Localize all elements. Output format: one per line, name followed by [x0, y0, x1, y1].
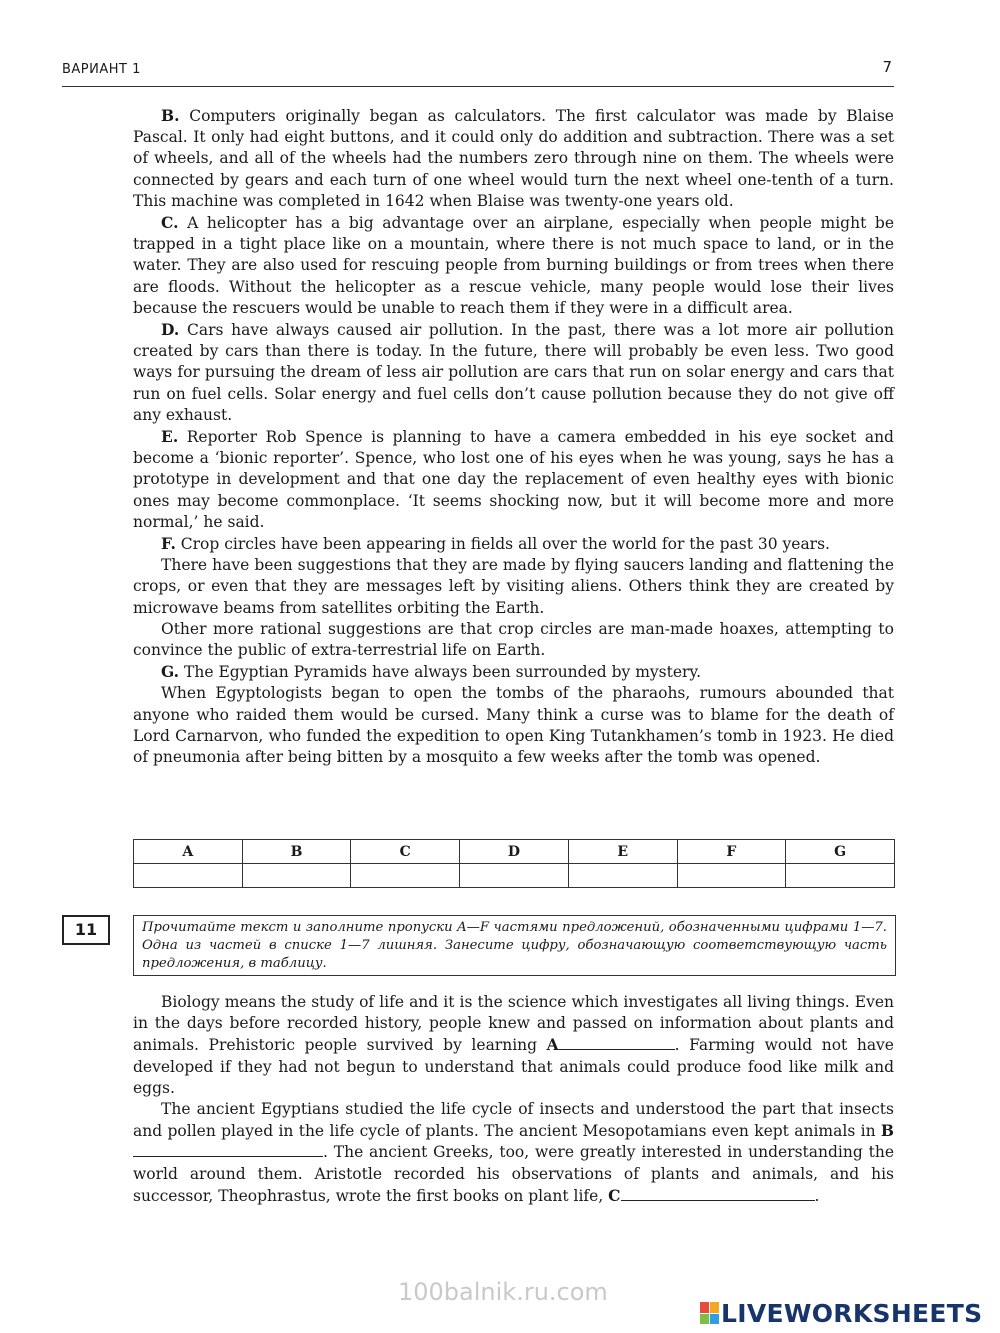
answer-cell-g[interactable]: [786, 864, 895, 888]
passage-text: Other more rational suggestions are that crop circles are man-made hoaxes, attempting to convince the public of extra-terrestrial life on Earth.: [133, 619, 894, 660]
task-text: .: [814, 1186, 820, 1205]
answer-header-g: G: [786, 840, 895, 864]
answer-header-d: D: [460, 840, 569, 864]
passage-g: [133, 661, 894, 683]
watermark: 100balnik.ru.com: [398, 1278, 608, 1306]
passage-letter: F.: [161, 534, 176, 554]
answer-cell-f[interactable]: [677, 864, 786, 888]
passage-f-cont-1: [133, 555, 894, 619]
passage-text: A helicopter has a big advantage over an airplane, especially when people might be trapped in a tight place like on a mountain, where there is not much space to land, or in the water. They are also used for rescuing people from burning buildings or from trees when there are floods. Without the helicopter as a rescue vehicle, many people would lose their lives because the rescuers would be unable to reach them if they were in a difficult area.: [133, 214, 895, 317]
answer-cell-a[interactable]: [134, 864, 243, 888]
gap-blank-a[interactable]: [559, 1035, 675, 1050]
answer-cell-b[interactable]: [242, 864, 351, 888]
passage-text: The Egyptian Pyramids have always been surrounded by mystery.: [184, 663, 702, 682]
answer-cell-e[interactable]: [568, 864, 677, 888]
passage-letter: C.: [161, 213, 179, 233]
variant-label: ВАРИАНТ 1: [62, 62, 141, 77]
answer-header-c: C: [351, 840, 460, 864]
passage-d: [133, 319, 894, 426]
answer-table-input-row: [134, 864, 895, 888]
passage-b: [133, 105, 894, 212]
task-paragraph-1: [133, 992, 894, 1099]
task-text: The ancient Egyptians studied the life cycle of insects and understood the part that insects and pollen played in the life cycle of plants. The ancient Mesopotamians even kept animals in: [133, 1100, 894, 1141]
answer-header-e: E: [568, 840, 677, 864]
gap-label-c: C: [608, 1185, 621, 1205]
passage-letter: D.: [161, 320, 180, 340]
task-instruction: Прочитайте текст и заполните пропуски A—F частями предложений, обозначенными цифрами 1—7. Одна из частей в списке 1—7 лишняя. Занесите цифру, обозначающую соответствующую часть предложения, в таблицу.: [133, 915, 896, 976]
task-text: Biology means the study of life and it is the science which investigates all living things. Even in the days before recorded history, people knew and passed on information about plants and animals. Prehistoric people survived by learning: [133, 993, 894, 1055]
task-text: . Farming would not have developed if they had not begun to understand that animals could produce food like milk and eggs.: [133, 1036, 894, 1097]
passage-letter: B.: [161, 106, 180, 125]
task-paragraph-2: [133, 1099, 894, 1207]
answer-table: [133, 839, 895, 888]
gap-label-b: B: [880, 1121, 894, 1141]
passage-c: [133, 212, 894, 319]
passage-letter: E.: [161, 427, 179, 447]
page-number: 7: [882, 58, 892, 76]
passage-f: [133, 533, 894, 555]
liveworksheets-logo-icon: [700, 1302, 718, 1324]
passage-text: When Egyptologists began to open the tombs of the pharaohs, rumours abounded that anyone who raided them would be cursed. Many think a curse was to blame for the death of Lord Carnarvon, who funded the expedition to open King Tutankhamen’s tomb in 1923. He died of pneumonia after being bitten by a mosquito a few weeks after the tomb was opened.: [133, 684, 894, 767]
passage-letter: G.: [161, 662, 180, 682]
passage-e: [133, 426, 894, 533]
answer-cell-d[interactable]: [460, 864, 569, 888]
task-text: . The ancient Greeks, too, were greatly interested in understanding the world around them. Aristotle recorded his observations of plants and animals, and his successor, Theophrastus, wrote the first books on plant life,: [133, 1143, 894, 1205]
answer-header-f: F: [677, 840, 786, 864]
answer-table-header-row: [134, 840, 895, 864]
gap-blank-b[interactable]: [133, 1142, 323, 1157]
passages-block: [133, 105, 894, 768]
liveworksheets-logo-text: LIVEWORKSHEETS: [721, 1298, 983, 1328]
passage-g-cont: [133, 683, 894, 768]
gap-blank-c[interactable]: [621, 1186, 815, 1201]
passage-text: There have been suggestions that they are made by flying saucers landing and flattening the crops, or even that they are messages left by visiting aliens. Others think they are created by microwave beams from satellites orbiting the Earth.: [133, 556, 894, 617]
passage-text: Reporter Rob Spence is planning to have a camera embedded in his eye socket and become a ‘bionic reporter’. Spence, who lost one of his eyes when he was young, says he has a prototype in development and that one day the replacement of even healthy eyes with bionic ones may become commonplace. ‘It seems shocking now, but it will become more and more normal,’ he said.: [133, 428, 894, 531]
gap-label-a: A: [546, 1035, 559, 1055]
task-number-box: 11: [62, 915, 110, 945]
passage-text: Cars have always caused air pollution. In the past, there was a lot more air pollution created by cars than there is today. In the future, there will probably be even less. Two good ways for pursuing the dream of less air pollution are cars that run on solar energy and cars that run on fuel cells. Solar energy and fuel cells don’t cause pollution because they do not give off any exhaust.: [133, 321, 894, 424]
answer-header-a: A: [134, 840, 243, 864]
answer-header-b: B: [242, 840, 351, 864]
passage-text: Crop circles have been appearing in fields all over the world for the past 30 years.: [180, 535, 830, 554]
liveworksheets-logo[interactable]: [700, 1296, 995, 1330]
passage-text: Computers originally began as calculators. The first calculator was made by Blaise Pascal. It only had eight buttons, and it could only do addition and subtraction. There was a set of wheels, and all of the wheels had the numbers zero through nine on them. The wheels were connected by gears and each turn of one wheel would turn the next wheel one-tenth of a turn. This machine was completed in 1642 when Blaise was twenty-one years old.: [133, 107, 894, 210]
passage-f-cont-2: [133, 619, 894, 661]
answer-cell-c[interactable]: [351, 864, 460, 888]
page-header: [62, 56, 894, 87]
task-text-block: [133, 992, 894, 1207]
